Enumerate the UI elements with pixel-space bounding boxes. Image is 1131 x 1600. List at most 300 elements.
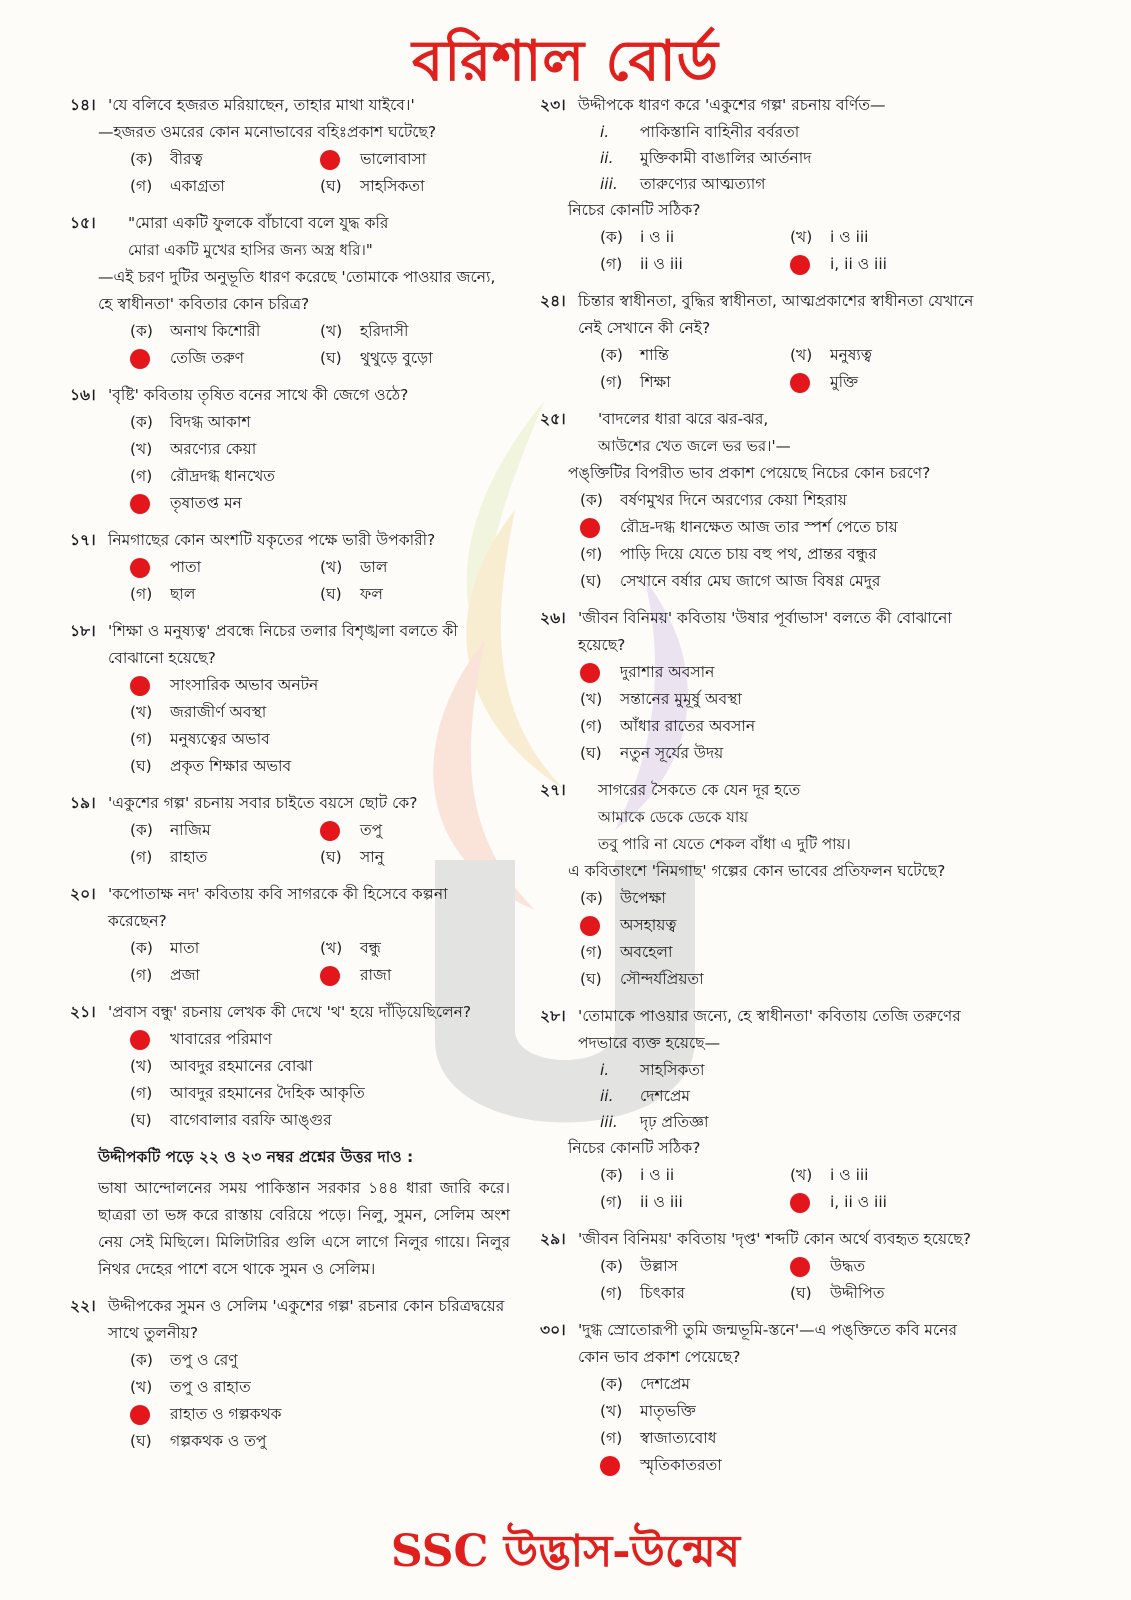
- question-number: ১৫।: [70, 214, 96, 232]
- statement-text: সাহসিকতা: [640, 1060, 705, 1079]
- option-label: (খ): [790, 346, 813, 364]
- option-c[interactable]: [600, 369, 790, 396]
- answer-dot-icon: [580, 916, 600, 936]
- option-label: (ক): [130, 1351, 153, 1369]
- option-text: স্মৃতিকাতরতা: [640, 1456, 722, 1474]
- option-text: বীরত্ব: [170, 150, 203, 168]
- option-label: (ক): [130, 150, 153, 168]
- option-text: তপু ও রাহাত: [170, 1378, 251, 1396]
- question-28: [540, 1003, 980, 1216]
- quote-line-1: "মোরা একটি ফুলকে বাঁচাবো বলে যুদ্ধ করি: [128, 214, 389, 232]
- option-label: (খ): [600, 1402, 623, 1420]
- option-label: (ঘ): [130, 1111, 152, 1129]
- option-text: তৃষাতপ্ত মন: [170, 494, 242, 512]
- option-text: ফল: [360, 585, 383, 603]
- option-label: (গ): [580, 943, 603, 961]
- left-column: [70, 92, 510, 1465]
- question-27: [540, 777, 980, 993]
- quote-line-3: তবু পারি না যেতে শেকল বাঁধা এ দুটি পায়।: [598, 835, 851, 853]
- answer-dot-icon: [130, 494, 150, 514]
- question-text: 'তোমাকে পাওয়ার জন্যে, হে স্বাধীনতা' কবিতায় তেজি তরুণের পদভারে ব্যক্ত হয়েছে—: [578, 1007, 961, 1052]
- option-label: (গ): [600, 1429, 623, 1447]
- option-b[interactable]: [130, 1053, 510, 1080]
- question-prompt: —এই চরণ দুটির অনুভূতি ধারণ করেছে 'তোমাকে পাওয়ার জন্যে, হে স্বাধীনতা' কবিতার কোন চরিত্র?: [98, 268, 496, 313]
- statement-i: [600, 119, 980, 145]
- option-label: (ঘ): [320, 848, 342, 866]
- option-label: (গ): [130, 1084, 153, 1102]
- option-label: (গ): [130, 730, 153, 748]
- statement-label: i.: [600, 122, 610, 141]
- question-number: ১৪।: [70, 96, 96, 114]
- option-label: (গ): [600, 1193, 623, 1211]
- option-c[interactable]: [600, 1189, 790, 1216]
- option-d-answer[interactable]: [790, 369, 980, 396]
- option-label: (ঘ): [320, 177, 342, 195]
- option-label: (গ): [580, 717, 603, 735]
- answer-dot-icon: [580, 663, 600, 683]
- question-prompt: নিচের কোনটি সঠিক?: [568, 1139, 701, 1157]
- option-a[interactable]: [580, 487, 980, 514]
- question-text: 'যে বলিবে হজরত মরিয়াছেন, তাহার মাথা যাইবে।': [108, 96, 415, 114]
- option-b[interactable]: [320, 935, 510, 962]
- option-text: মুক্তি: [830, 373, 859, 391]
- option-text: সন্তানের মুমূর্ষু অবস্থা: [620, 690, 742, 708]
- statements: [540, 1057, 980, 1135]
- option-text: অনাথ কিশোরী: [170, 322, 261, 340]
- right-column: [540, 92, 980, 1489]
- statement-label: ii.: [600, 148, 614, 167]
- options: [70, 817, 510, 871]
- option-d[interactable]: [130, 753, 510, 780]
- statement-label: ii.: [600, 1086, 614, 1105]
- option-text: থুথুড়ে বুড়ো: [360, 349, 433, 367]
- option-text: সানু: [360, 848, 384, 866]
- option-label: (গ): [600, 255, 623, 273]
- question-22: [70, 1293, 510, 1455]
- option-a[interactable]: [600, 1253, 790, 1280]
- option-c[interactable]: [130, 844, 320, 871]
- stimulus-text: ভাষা আন্দোলনের সময় পাকিস্তান সরকার ১৪৪ ধারা জারি করে। ছাত্ররা তা ভঙ্গ করে রাস্তায় বেরিয়ে পড়ে। নিলু, সুমন, সেলিম অংশ নেয় সেই মিছিলে। মিলিটারির গুলি এসে লাগে নিলুর গায়ে। নিলুর নিথর দেহের পাশে বসে থাকে সুমন ও সেলিম।: [98, 1179, 510, 1278]
- option-text: i ও ii: [640, 1166, 675, 1184]
- option-a[interactable]: [600, 342, 790, 369]
- option-text: আবদুর রহমানের বোঝা: [170, 1057, 313, 1075]
- option-c[interactable]: [600, 1425, 980, 1452]
- option-text: অবহেলা: [620, 943, 673, 961]
- question-text: 'জীবন বিনিময়' কবিতায় 'উষার পূর্বাভাস' বলতে কী বোঝানো হয়েছে?: [578, 609, 952, 654]
- option-label: (ক): [600, 228, 623, 246]
- option-text: i ও iii: [830, 1166, 869, 1184]
- quote-line-2: আউশের খেত জলে ভর ভর।'—: [598, 437, 791, 455]
- option-label: (গ): [600, 1284, 623, 1302]
- answer-dot-icon: [790, 1257, 810, 1277]
- question-24: [540, 288, 980, 396]
- option-c[interactable]: [130, 1080, 510, 1107]
- option-text: গল্পকথক ও তপু: [170, 1432, 267, 1450]
- option-d[interactable]: [130, 1428, 510, 1455]
- answer-dot-icon: [130, 558, 150, 578]
- statement-text: তারুণ্যের আত্মত্যাগ: [640, 174, 766, 193]
- option-d[interactable]: [320, 173, 510, 200]
- question-number: ২৩।: [540, 96, 566, 114]
- option-label: (ঘ): [580, 970, 602, 988]
- statement-iii: [600, 171, 980, 197]
- option-c[interactable]: [580, 541, 980, 568]
- statement-ii: [600, 145, 980, 171]
- option-label: (গ): [130, 177, 153, 195]
- option-c[interactable]: [130, 726, 510, 753]
- option-label: (খ): [790, 228, 813, 246]
- option-text: সৌন্দর্যপ্রিয়তা: [620, 970, 704, 988]
- question-29: [540, 1226, 980, 1307]
- option-a[interactable]: [130, 1347, 510, 1374]
- option-label: (ঘ): [790, 1284, 812, 1302]
- option-text: i ও ii: [640, 228, 675, 246]
- question-number: ২০।: [70, 885, 96, 903]
- answer-dot-icon: [790, 1193, 810, 1213]
- option-label: (খ): [130, 1057, 153, 1075]
- option-d[interactable]: [790, 1280, 980, 1307]
- question-text: 'একুশের গল্প' রচনায় সবার চাইতে বয়সে ছোট কে?: [108, 794, 418, 812]
- option-b-answer[interactable]: [580, 514, 980, 541]
- question-number: ১৬।: [70, 386, 96, 404]
- option-c-answer[interactable]: [130, 1401, 510, 1428]
- option-label: (খ): [320, 558, 343, 576]
- option-text: রাহাত ও গল্পকথক: [170, 1405, 282, 1423]
- option-a[interactable]: [130, 146, 320, 173]
- option-text: অরণ্যের কেয়া: [170, 440, 257, 458]
- option-b[interactable]: [790, 224, 980, 251]
- question-text: চিন্তার স্বাধীনতা, বুদ্ধির স্বাধীনতা, আত্মপ্রকাশের স্বাধীনতা যেখানে নেই সেখানে কী নেই?: [578, 292, 974, 337]
- option-label: (গ): [600, 373, 623, 391]
- answer-dot-icon: [320, 150, 340, 170]
- option-a[interactable]: [130, 935, 320, 962]
- question-30: [540, 1317, 980, 1479]
- option-a[interactable]: [600, 224, 790, 251]
- option-b[interactable]: [130, 1374, 510, 1401]
- option-text: উল্লাস: [640, 1257, 678, 1275]
- option-text: তপু: [360, 821, 383, 839]
- option-a-answer[interactable]: [130, 1026, 510, 1053]
- question-number: ২৫।: [540, 410, 566, 428]
- page-title: বরিশাল বোর্ড: [412, 29, 719, 94]
- option-c[interactable]: [130, 173, 320, 200]
- option-a[interactable]: [600, 1162, 790, 1189]
- answer-dot-icon: [130, 1405, 150, 1425]
- option-label: (খ): [320, 939, 343, 957]
- options: [540, 224, 980, 278]
- option-label: (ঘ): [320, 349, 342, 367]
- option-text: হরিদাসী: [360, 322, 409, 340]
- option-text: প্রজা: [170, 966, 200, 984]
- option-b-answer[interactable]: [790, 1253, 980, 1280]
- option-label: (গ): [130, 966, 153, 984]
- option-label: (ক): [130, 322, 153, 340]
- options: [540, 487, 980, 595]
- option-text: নতুন সূর্যের উদয়: [620, 744, 724, 762]
- option-text: মাতৃভক্তি: [640, 1402, 696, 1420]
- answer-dot-icon: [600, 1456, 620, 1476]
- option-label: (খ): [130, 703, 153, 721]
- statement-text: দৃঢ় প্রতিজ্ঞা: [640, 1112, 709, 1131]
- option-a[interactable]: [130, 409, 510, 436]
- question-20: [70, 881, 510, 989]
- option-text: শান্তি: [640, 346, 669, 364]
- option-d-answer[interactable]: [320, 962, 510, 989]
- option-text: বর্ষণমুখর দিনে অরণ্যের কেয়া শিহরায়: [620, 491, 847, 509]
- option-text: রাহাত: [170, 848, 208, 866]
- option-text: বিদগ্ধ আকাশ: [170, 413, 251, 431]
- question-text: 'জীবন বিনিময়' কবিতায় 'দৃপ্ত' শব্দটি কোন অর্থে ব্যবহৃত হয়েছে?: [578, 1230, 971, 1248]
- option-text: ii ও iii: [640, 1193, 683, 1211]
- option-c[interactable]: [130, 463, 510, 490]
- statement-text: পাকিস্তানি বাহিনীর বর্বরতা: [640, 122, 800, 141]
- option-text: প্রকৃত শিক্ষার অভাব: [170, 757, 292, 775]
- quote-line-2: মোরা একটি মুখের হাসির জন্য অস্ত্র ধরি।": [128, 241, 373, 259]
- option-b[interactable]: [130, 699, 510, 726]
- option-d[interactable]: [320, 581, 510, 608]
- question-text: 'বৃষ্টি' কবিতায় তৃষিত বনের সাথে কী জেগে ওঠে?: [108, 386, 409, 404]
- option-c-answer[interactable]: [130, 345, 320, 372]
- option-text: সাংসারিক অভাব অনটন: [170, 676, 319, 694]
- statement-label: i.: [600, 1060, 610, 1079]
- option-label: (ক): [600, 1166, 623, 1184]
- option-text: রাজা: [360, 966, 392, 984]
- option-label: (ক): [600, 346, 623, 364]
- options: [70, 409, 510, 517]
- option-text: ছাল: [170, 585, 196, 603]
- option-c[interactable]: [580, 713, 980, 740]
- answer-dot-icon: [130, 349, 150, 369]
- option-text: ভালোবাসা: [360, 150, 427, 168]
- options: [540, 885, 980, 993]
- option-a[interactable]: [600, 1371, 980, 1398]
- question-text: 'শিক্ষা ও মনুষ্যত্ব' প্রবন্ধে নিচের তলার বিশৃঙ্খলা বলতে কী বোঝানো হয়েছে?: [108, 622, 458, 667]
- option-label: (ক): [130, 413, 153, 431]
- answer-dot-icon: [790, 255, 810, 275]
- answer-dot-icon: [580, 518, 600, 538]
- question-text: নিমগাছের কোন অংশটি যকৃতের পক্ষে ভারী উপকারী?: [108, 531, 436, 549]
- option-label: (ঘ): [130, 1432, 152, 1450]
- option-text: দুরাশার অবসান: [620, 663, 715, 681]
- option-c[interactable]: [580, 939, 980, 966]
- question-number: ১৭।: [70, 531, 96, 549]
- option-label: (ক): [600, 1375, 623, 1393]
- option-d[interactable]: [320, 844, 510, 871]
- answer-dot-icon: [320, 966, 340, 986]
- option-text: মনুষ্যত্ব: [830, 346, 872, 364]
- options: [70, 935, 510, 989]
- option-a[interactable]: [580, 885, 980, 912]
- option-b[interactable]: [320, 318, 510, 345]
- question-text: 'প্রবাস বন্ধু' রচনায় লেখক কী দেখে 'থ' হয়ে দাঁড়িয়েছিলেন?: [108, 1003, 472, 1021]
- option-d-answer[interactable]: [790, 251, 980, 278]
- statement-text: দেশপ্রেম: [640, 1086, 691, 1105]
- options: [540, 659, 980, 767]
- quote-line-1: সাগরের সৈকতে কে যেন দূর হতে: [598, 781, 801, 799]
- question-23: [540, 92, 980, 278]
- option-text: রৌদ্র-দগ্ধ ধানক্ষেত আজ তার স্পর্শ পেতে চায়: [620, 518, 898, 536]
- option-text: আঁধার রাতের অবসান: [620, 717, 756, 735]
- question-number: ৩০।: [540, 1321, 566, 1339]
- option-c[interactable]: [600, 251, 790, 278]
- options: [70, 672, 510, 780]
- option-label: (ক): [580, 491, 603, 509]
- statement-label: iii.: [600, 174, 618, 193]
- options: [70, 146, 510, 200]
- question-16: [70, 382, 510, 517]
- option-text: উদ্ধত: [830, 1257, 866, 1275]
- answer-dot-icon: [130, 676, 150, 696]
- question-number: ২৪।: [540, 292, 566, 310]
- option-text: একাগ্রতা: [170, 177, 225, 195]
- options: [70, 554, 510, 608]
- option-text: তেজি তরুণ: [170, 349, 245, 367]
- statements: [540, 119, 980, 197]
- question-text: উদ্দীপকের সুমন ও সেলিম 'একুশের গল্প' রচনার কোন চরিত্রদ্বয়ের সাথে তুলনীয়?: [108, 1297, 505, 1342]
- option-text: উপেক্ষা: [620, 889, 666, 907]
- question-number: ২২।: [70, 1297, 96, 1315]
- option-text: বাগেবালার বরফি আঙ্গুর: [170, 1111, 332, 1129]
- question-21: [70, 999, 510, 1134]
- question-text: উদ্দীপকে ধারণ করে 'একুশের গল্প' রচনায় বর্ণিত—: [578, 96, 886, 114]
- stimulus-heading: উদ্দীপকটি পড়ে ২২ ও ২৩ নম্বর প্রশ্নের উত্তর দাও :: [98, 1148, 414, 1166]
- answer-dot-icon: [790, 373, 810, 393]
- option-label: (খ): [580, 690, 603, 708]
- question-prompt: এ কবিতাংশে 'নিমগাছ' গল্পের কোন ভাবের প্রতিফলন ঘটেছে?: [568, 862, 946, 880]
- option-label: (ক): [580, 889, 603, 907]
- option-text: স্বাজাত্যবোধ: [640, 1429, 717, 1447]
- question-text: 'কপোতাক্ষ নদ' কবিতায় কবি সাগরকে কী হিসেবে কল্পনা করেছেন?: [108, 885, 448, 930]
- option-text: i, ii ও iii: [830, 255, 887, 273]
- option-text: উদ্দীপিত: [830, 1284, 885, 1302]
- option-b-answer[interactable]: [320, 146, 510, 173]
- option-label: (গ): [580, 545, 603, 563]
- option-d-answer[interactable]: [790, 1189, 980, 1216]
- option-a-answer[interactable]: [130, 554, 320, 581]
- question-number: ২৮।: [540, 1007, 566, 1025]
- question-number: ১৯।: [70, 794, 96, 812]
- footer-brand: SSC উদ্ভাস-উন্মেষ: [390, 1526, 741, 1577]
- option-b[interactable]: [790, 1162, 980, 1189]
- option-text: সাহসিকতা: [360, 177, 425, 195]
- option-a-answer[interactable]: [130, 672, 510, 699]
- option-label: (ঘ): [320, 585, 342, 603]
- question-prompt: পঙ্‌ক্তিটির বিপরীত ভাব প্রকাশ পেয়েছে নিচের কোন চরণে?: [568, 464, 931, 482]
- question-17: [70, 527, 510, 608]
- option-label: (খ): [320, 322, 343, 340]
- statement-text: মুক্তিকামী বাঙালির আর্তনাদ: [640, 148, 812, 167]
- option-text: চিৎকার: [640, 1284, 685, 1302]
- option-d[interactable]: [580, 740, 980, 767]
- option-b-answer[interactable]: [580, 912, 980, 939]
- option-b[interactable]: [600, 1398, 980, 1425]
- question-prompt: —হজরত ওমরের কোন মনোভাবের বহিঃপ্রকাশ ঘটেছে?: [98, 123, 437, 141]
- question-14: [70, 92, 510, 200]
- options: [70, 318, 510, 372]
- option-text: খাবারের পরিমাণ: [170, 1030, 272, 1048]
- option-label: (খ): [130, 1378, 153, 1396]
- options: [70, 1347, 510, 1455]
- option-text: বন্ধু: [360, 939, 381, 957]
- options: [540, 1162, 980, 1216]
- question-prompt: নিচের কোনটি সঠিক?: [568, 201, 701, 219]
- quote-line-1: 'বাদলের ধারা ঝরে ঝর-ঝর,: [598, 410, 769, 428]
- option-b-answer[interactable]: [320, 817, 510, 844]
- quote-line-2: আমাকে ডেকে ডেকে যায়: [598, 808, 749, 826]
- option-label: (ঘ): [580, 572, 602, 590]
- option-d-answer[interactable]: [130, 490, 510, 517]
- option-b[interactable]: [580, 686, 980, 713]
- options: [540, 1253, 980, 1307]
- option-label: (গ): [130, 848, 153, 866]
- option-label: (খ): [130, 440, 153, 458]
- option-text: মনুষ্যত্বের অভাব: [170, 730, 270, 748]
- option-label: (ক): [130, 821, 153, 839]
- option-label: (খ): [790, 1166, 813, 1184]
- option-d[interactable]: [580, 966, 980, 993]
- option-label: (ক): [600, 1257, 623, 1275]
- option-b[interactable]: [790, 342, 980, 369]
- question-19: [70, 790, 510, 871]
- option-text: ডাল: [360, 558, 388, 576]
- question-15: [70, 210, 510, 372]
- statement-ii: [600, 1083, 980, 1109]
- option-text: পাতা: [170, 558, 202, 576]
- option-text: অসহায়ত্ব: [620, 916, 677, 934]
- option-label: (ক): [130, 939, 153, 957]
- question-text: 'দুগ্ধ স্রোতোরূপী তুমি জন্মভূমি-স্তনে'—এ পঙ্‌ক্তিতে কবি মনের কোন ভাব প্রকাশ পেয়েছে?: [578, 1321, 958, 1366]
- answer-dot-icon: [320, 821, 340, 841]
- question-26: [540, 605, 980, 767]
- option-label: (ঘ): [580, 744, 602, 762]
- option-label: (গ): [130, 467, 153, 485]
- options: [540, 1371, 980, 1479]
- option-c[interactable]: [130, 581, 320, 608]
- answer-dot-icon: [130, 1030, 150, 1050]
- statement-label: iii.: [600, 1112, 618, 1131]
- statement-iii: [600, 1109, 980, 1135]
- option-d[interactable]: [320, 345, 510, 372]
- option-a[interactable]: [130, 817, 320, 844]
- option-b[interactable]: [320, 554, 510, 581]
- options: [540, 342, 980, 396]
- option-text: মাতা: [170, 939, 200, 957]
- option-a[interactable]: [130, 318, 320, 345]
- option-a-answer[interactable]: [580, 659, 980, 686]
- option-text: দেশপ্রেম: [640, 1375, 691, 1393]
- option-d-answer[interactable]: [600, 1452, 980, 1479]
- option-c[interactable]: [600, 1280, 790, 1307]
- question-number: ১৮।: [70, 622, 96, 640]
- question-number: ২৭।: [540, 781, 566, 799]
- option-b[interactable]: [130, 436, 510, 463]
- option-text: ii ও iii: [640, 255, 683, 273]
- option-text: তপু ও রেণু: [170, 1351, 238, 1369]
- question-18: [70, 618, 510, 780]
- option-text: i ও iii: [830, 228, 869, 246]
- question-number: ২৯।: [540, 1230, 566, 1248]
- options: [70, 1026, 510, 1134]
- question-number: ২৬।: [540, 609, 566, 627]
- question-25: [540, 406, 980, 595]
- statement-i: [600, 1057, 980, 1083]
- option-text: নাজিম: [170, 821, 211, 839]
- option-d[interactable]: [580, 568, 980, 595]
- option-c[interactable]: [130, 962, 320, 989]
- question-number: ২১।: [70, 1003, 96, 1021]
- option-label: (ঘ): [130, 757, 152, 775]
- option-d[interactable]: [130, 1107, 510, 1134]
